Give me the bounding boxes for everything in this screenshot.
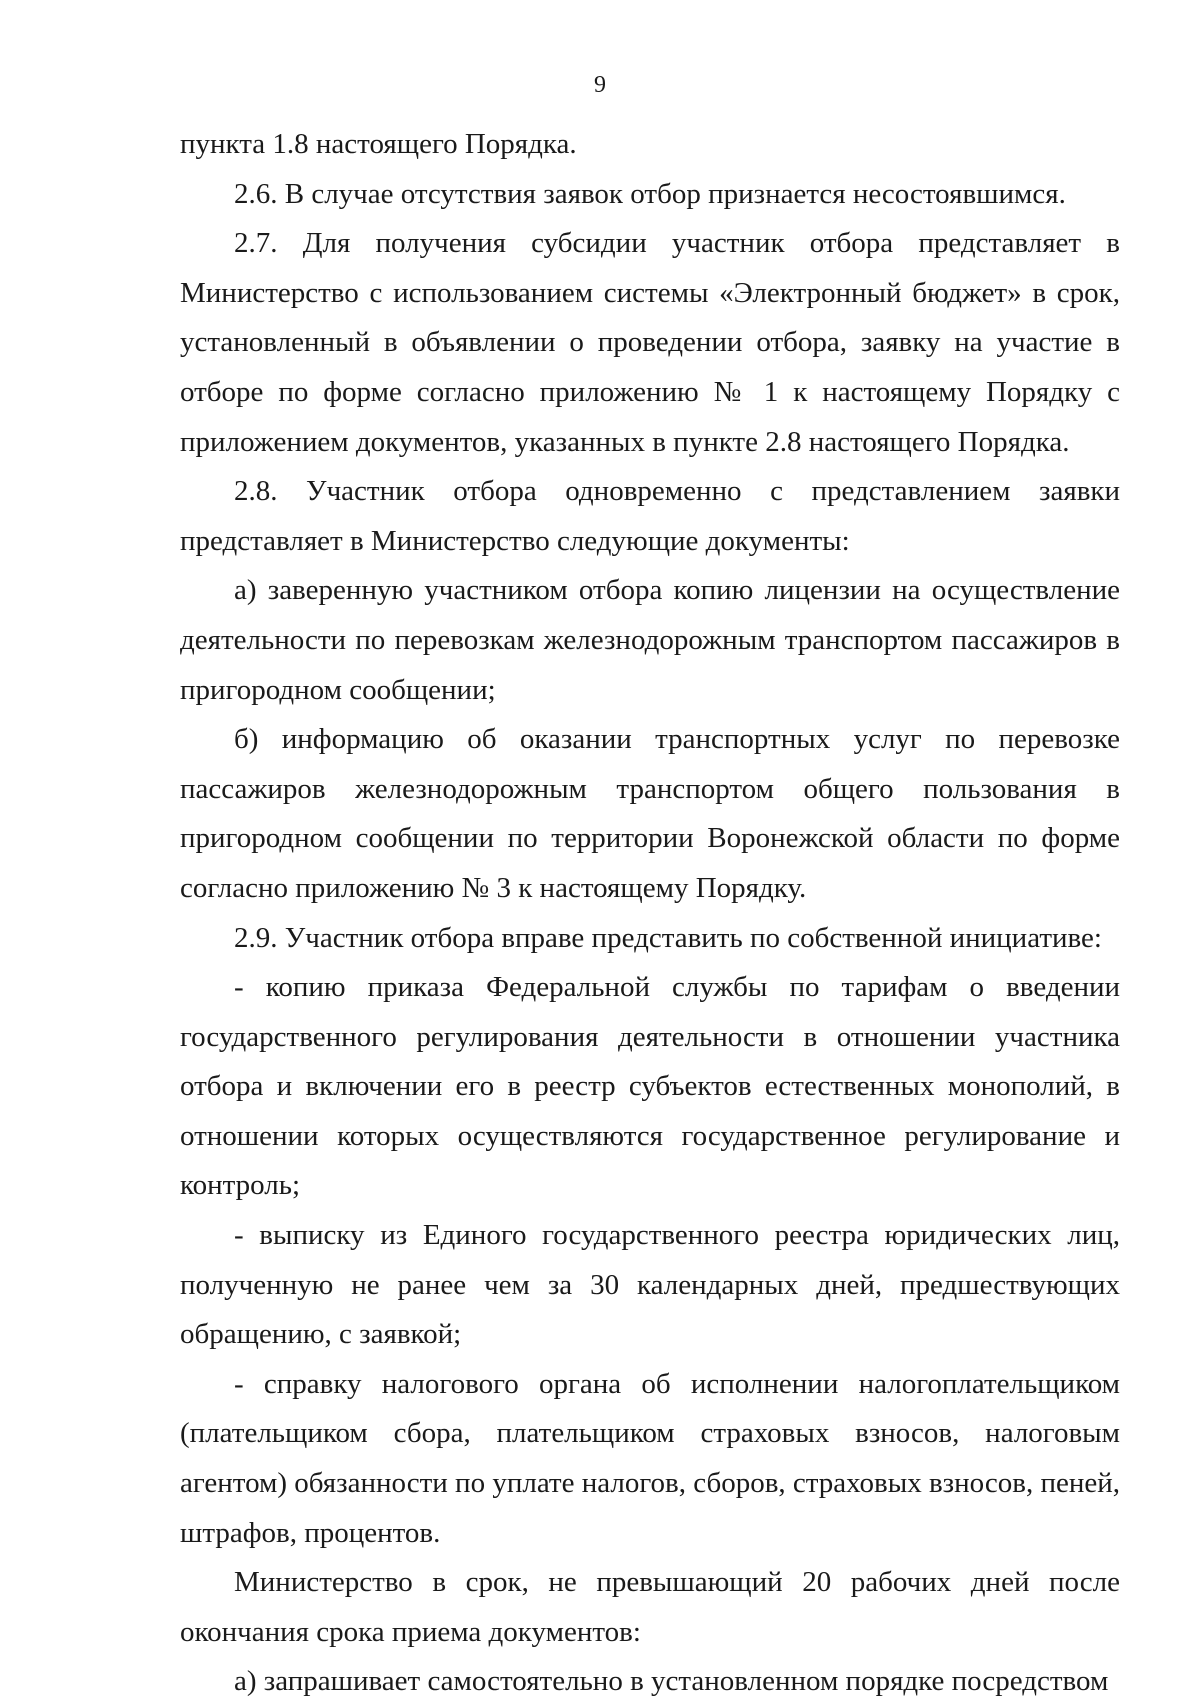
list-item-fst-order: - копию приказа Федеральной службы по тарифам о введении государственного регулирования деятельности в отношении участника отбора и включении его в реестр субъектов естественных монополий, в отношении которых осуществляются государственное регулирование и контроль; (180, 971, 1120, 1202)
paragraph-2-6: 2.6. В случае отсутствия заявок отбор признается несостоявшимся. (234, 177, 1066, 210)
paragraph-ministry-a: а) запрашивает самостоятельно в установленном порядке посредством (234, 1665, 1109, 1698)
paragraph-ministry-term: Министерство в срок, не превышающий 20 рабочих дней после окончания срока приема документов: (180, 1566, 1120, 1648)
paragraph-2-7: 2.7. Для получения субсидии участник отбора представляет в Министерство с использованием системы «Электронный бюджет» в срок, установленный в объявлении о проведении отбора, заявку на участие в отборе по форме согласно приложению № 1 к настоящему Порядку с приложением документов, указанных в пункте 2.8 настоящего Порядка. (180, 227, 1120, 458)
paragraph-2-9: 2.9. Участник отбора вправе представить по собственной инициативе: (234, 921, 1102, 954)
paragraph-2-8-a: а) заверенную участником отбора копию лицензии на осуществление деятельности по перевозкам железнодорожным транспортом пассажиров в пригородном сообщении; (180, 574, 1120, 706)
paragraph-2-8: 2.8. Участник отбора одновременно с представлением заявки представляет в Министерство следующие документы: (180, 475, 1120, 557)
paragraph-continuation: пункта 1.8 настоящего Порядка. (180, 128, 577, 160)
list-item-tax-certificate: - справку налогового органа об исполнении налогоплательщиком (плательщиком сбора, плательщиком страховых взносов, налоговым агентом) обязанности по уплате налогов, сборов, страховых взносов, пеней, штрафов, процентов. (180, 1367, 1120, 1549)
document-body (180, 120, 1120, 1707)
paragraph-2-8-b: б) информацию об оказании транспортных услуг по перевозке пассажиров железнодорожным транспортом общего пользования в пригородном сообщении по территории Воронежской области по форме согласно приложению № 3 к настоящему Порядку. (180, 723, 1120, 904)
page-number: 9 (594, 72, 606, 98)
list-item-egrul-extract: - выписку из Единого государственного реестра юридических лиц, полученную не ранее чем за 30 календарных дней, предшествующих обращению, с заявкой; (180, 1219, 1120, 1351)
